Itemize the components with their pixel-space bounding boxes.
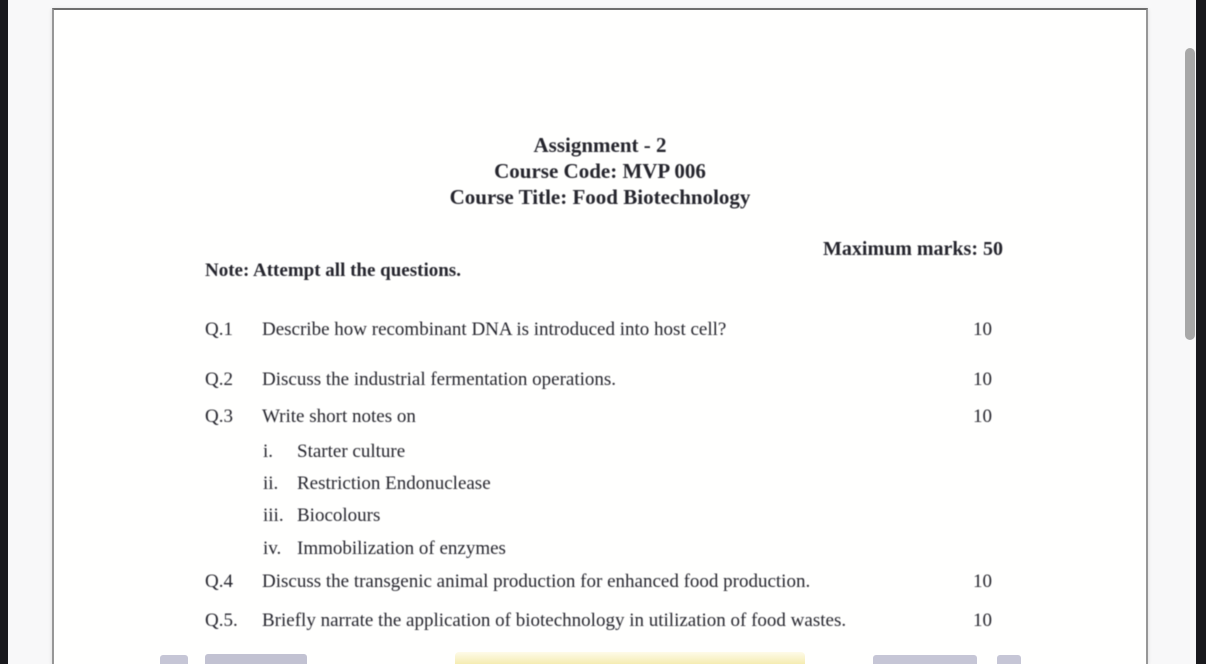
question-row-5 [205, 609, 1025, 632]
highlight-bar-lavender-1 [160, 655, 188, 664]
question-number: Q.2 [205, 369, 233, 390]
question-row-2 [205, 368, 1025, 391]
question-row-4 [205, 570, 1025, 593]
maximum-marks: Maximum marks: 50 [823, 238, 1003, 260]
question-row-1 [205, 318, 1025, 341]
subitem-row-1 [263, 440, 763, 463]
question-marks: 10 [973, 369, 992, 390]
question-marks: 10 [973, 406, 992, 427]
question-marks: 10 [973, 610, 992, 631]
subitem-text: Restriction Endonuclease [297, 473, 491, 494]
subitem-row-4 [263, 537, 763, 560]
subitem-numeral: ii. [263, 473, 279, 494]
highlight-bar-lavender-4 [997, 655, 1021, 664]
subitem-row-2 [263, 472, 763, 495]
subitem-numeral: iii. [263, 505, 284, 526]
question-text: Write short notes on [262, 406, 416, 427]
question-text: Describe how recombinant DNA is introduced into host cell? [262, 319, 727, 340]
question-number: Q.5. [205, 610, 238, 631]
question-marks: 10 [973, 319, 992, 340]
course-code: Course Code: MVP 006 [494, 159, 706, 183]
instructions-note: Note: Attempt all the questions. [205, 260, 461, 281]
course-title: Course Title: Food Biotechnology [449, 185, 751, 209]
question-text: Discuss the industrial fermentation operations. [262, 369, 617, 390]
subitem-text: Biocolours [297, 505, 381, 526]
subitem-numeral: i. [263, 441, 274, 462]
assignment-title: Assignment - 2 [533, 133, 667, 157]
subitem-text: Starter culture [297, 441, 406, 462]
highlight-bar-lavender-2 [205, 654, 307, 664]
subitem-numeral: iv. [263, 538, 282, 559]
question-number: Q.3 [205, 406, 233, 427]
question-text: Discuss the transgenic animal production for enhanced food production. [262, 571, 811, 592]
question-text: Briefly narrate the application of biotechnology in utilization of food wastes. [262, 610, 847, 631]
question-number: Q.4 [205, 571, 233, 592]
question-row-3 [205, 405, 1025, 428]
question-number: Q.1 [205, 319, 233, 340]
document-title-block [54, 132, 1146, 210]
question-marks: 10 [973, 571, 992, 592]
highlight-bar-yellow [455, 652, 805, 664]
subitem-text: Immobilization of enzymes [297, 538, 506, 559]
vertical-scrollbar-thumb[interactable] [1185, 48, 1195, 340]
highlight-bar-lavender-3 [873, 655, 977, 664]
subitem-row-3 [263, 504, 763, 527]
